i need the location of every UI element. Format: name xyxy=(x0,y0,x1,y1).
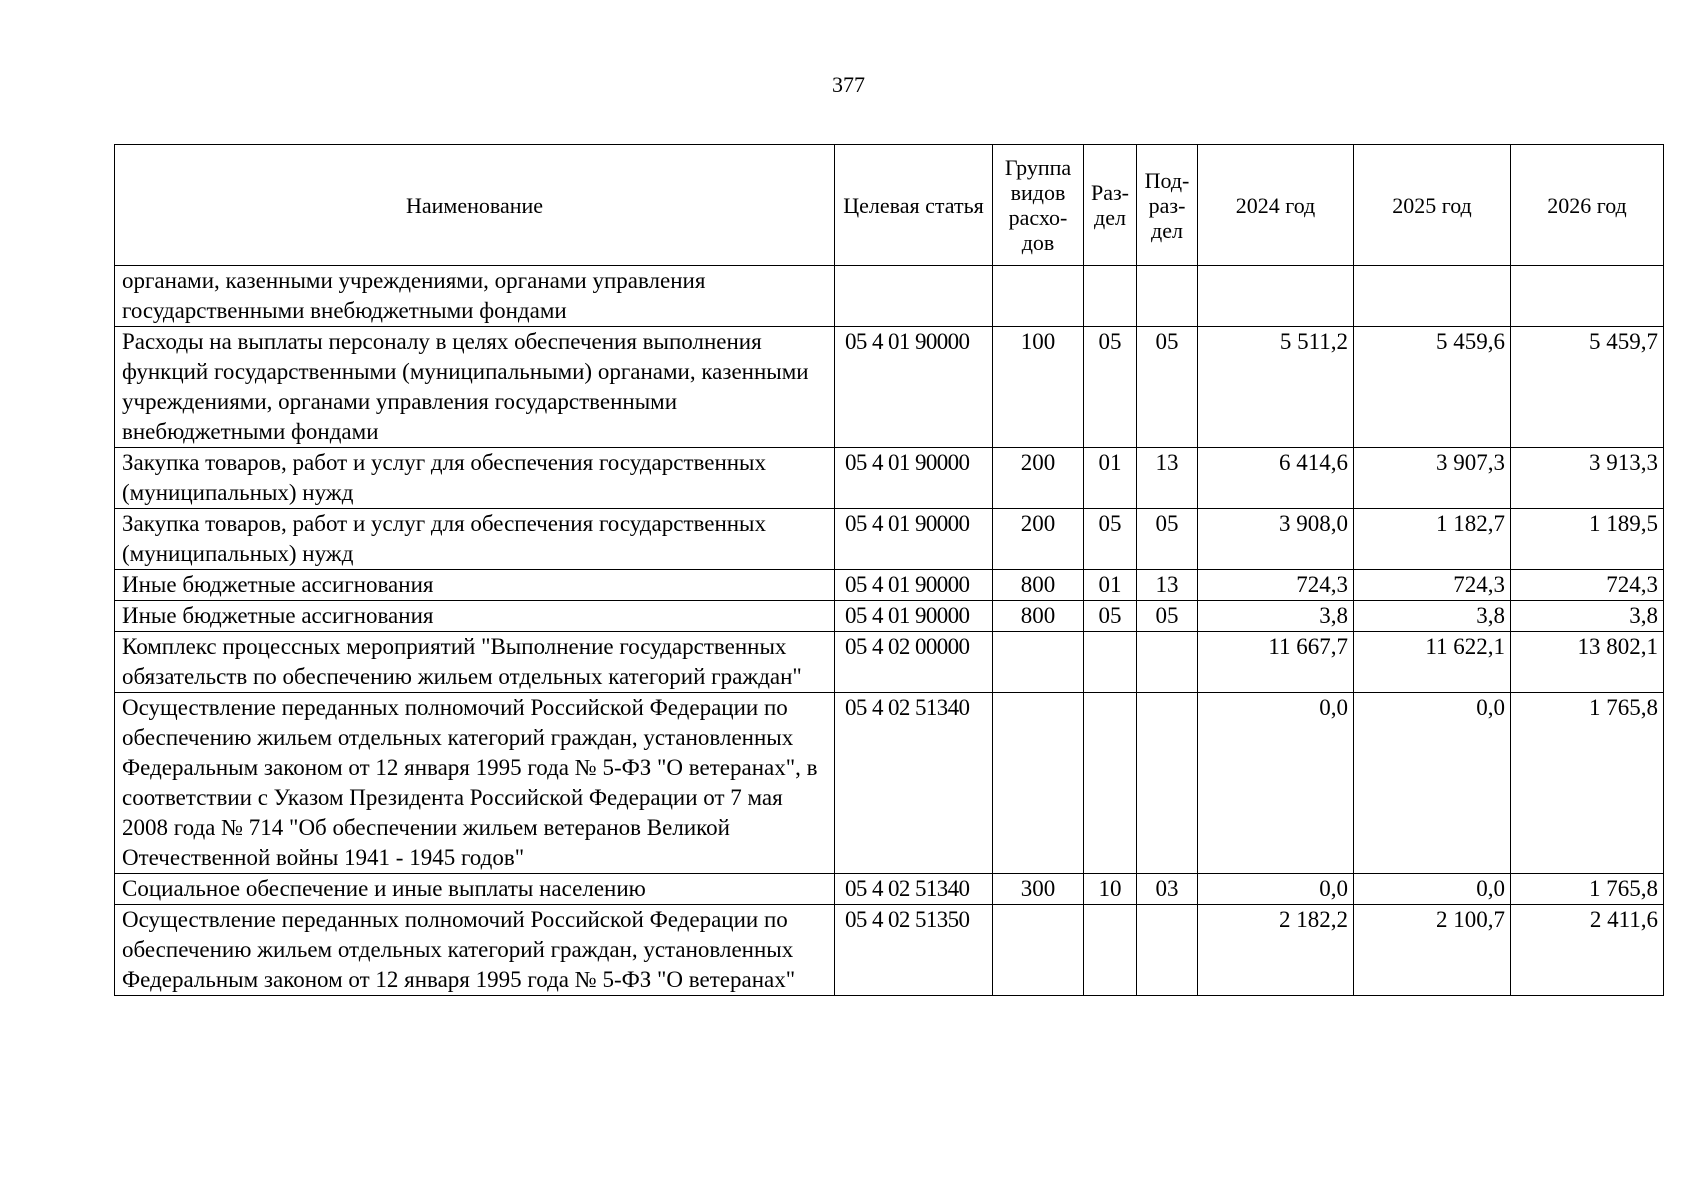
row-name: Иные бюджетные ассигнования xyxy=(115,570,835,601)
row-name: Комплекс процессных мероприятий "Выполнение государственных обязательств по обеспечению жильем отдельных категорий граждан" xyxy=(115,632,835,693)
row-subsection: 13 xyxy=(1137,570,1198,601)
row-2025: 3 907,3 xyxy=(1354,448,1511,509)
row-2025: 0,0 xyxy=(1354,874,1511,905)
table-row xyxy=(115,448,1664,509)
row-name: Закупка товаров, работ и услуг для обеспечения государственных (муниципальных) нужд xyxy=(115,509,835,570)
row-group xyxy=(993,905,1084,996)
row-2024 xyxy=(1198,266,1354,327)
row-2024: 0,0 xyxy=(1198,693,1354,874)
row-2024: 5 511,2 xyxy=(1198,327,1354,448)
row-name: органами, казенными учреждениями, органами управления государственными внебюджетными фондами xyxy=(115,266,835,327)
row-group: 800 xyxy=(993,601,1084,632)
row-2026 xyxy=(1511,266,1664,327)
row-subsection: 05 xyxy=(1137,509,1198,570)
row-subsection xyxy=(1137,905,1198,996)
table-row xyxy=(115,601,1664,632)
table-row xyxy=(115,693,1664,874)
row-target: 05 4 02 51340 xyxy=(835,874,993,905)
row-name: Социальное обеспечение и иные выплаты населению xyxy=(115,874,835,905)
row-2026: 3,8 xyxy=(1511,601,1664,632)
row-section: 05 xyxy=(1084,327,1137,448)
row-section: 05 xyxy=(1084,509,1137,570)
row-2025: 5 459,6 xyxy=(1354,327,1511,448)
row-subsection: 05 xyxy=(1137,601,1198,632)
row-name: Осуществление переданных полномочий Российской Федерации по обеспечению жильем отдельных категорий граждан, установленных Федеральным законом от 12 января 1995 года № 5-ФЗ "О ветеранах", в соответствии с Указом Президента Российской Федерации от 7 мая 2008 года № 714 "Об обеспечении жильем ветеранов Великой Отечественной войны 1941 - 1945 годов" xyxy=(115,693,835,874)
row-section: 05 xyxy=(1084,601,1137,632)
row-section xyxy=(1084,632,1137,693)
row-section: 10 xyxy=(1084,874,1137,905)
row-subsection: 03 xyxy=(1137,874,1198,905)
row-group: 800 xyxy=(993,570,1084,601)
row-target xyxy=(835,266,993,327)
row-2024: 3,8 xyxy=(1198,601,1354,632)
row-group: 200 xyxy=(993,509,1084,570)
row-2026: 1 765,8 xyxy=(1511,874,1664,905)
row-subsection xyxy=(1137,632,1198,693)
table-row xyxy=(115,509,1664,570)
row-group xyxy=(993,693,1084,874)
row-section: 01 xyxy=(1084,570,1137,601)
row-group: 300 xyxy=(993,874,1084,905)
header-subsection: Под-раз-дел xyxy=(1137,145,1198,266)
row-name: Расходы на выплаты персоналу в целях обеспечения выполнения функций государственными (муниципальными) органами, казенными учреждениями, органами управления государственными внебюджетными фондами xyxy=(115,327,835,448)
table-header-row xyxy=(115,145,1664,266)
row-2026: 1 765,8 xyxy=(1511,693,1664,874)
header-section: Раз-дел xyxy=(1084,145,1137,266)
row-2026: 724,3 xyxy=(1511,570,1664,601)
table-row xyxy=(115,632,1664,693)
row-target: 05 4 01 90000 xyxy=(835,570,993,601)
header-2025: 2025 год xyxy=(1354,145,1511,266)
row-2024: 11 667,7 xyxy=(1198,632,1354,693)
table-row xyxy=(115,874,1664,905)
header-target: Целевая статья xyxy=(835,145,993,266)
row-2026: 3 913,3 xyxy=(1511,448,1664,509)
header-name: Наименование xyxy=(115,145,835,266)
row-group: 100 xyxy=(993,327,1084,448)
row-2024: 6 414,6 xyxy=(1198,448,1354,509)
row-2025: 724,3 xyxy=(1354,570,1511,601)
row-2026: 13 802,1 xyxy=(1511,632,1664,693)
row-target: 05 4 01 90000 xyxy=(835,327,993,448)
row-subsection xyxy=(1137,693,1198,874)
header-2026: 2026 год xyxy=(1511,145,1664,266)
row-name: Закупка товаров, работ и услуг для обеспечения государственных (муниципальных) нужд xyxy=(115,448,835,509)
row-group xyxy=(993,266,1084,327)
row-target: 05 4 02 51340 xyxy=(835,693,993,874)
table-row xyxy=(115,570,1664,601)
row-target: 05 4 01 90000 xyxy=(835,509,993,570)
row-group: 200 xyxy=(993,448,1084,509)
header-2024: 2024 год xyxy=(1198,145,1354,266)
row-2025: 3,8 xyxy=(1354,601,1511,632)
page-number: 377 xyxy=(832,72,865,97)
row-target: 05 4 01 90000 xyxy=(835,448,993,509)
row-subsection: 05 xyxy=(1137,327,1198,448)
row-target: 05 4 02 51350 xyxy=(835,905,993,996)
table-row xyxy=(115,327,1664,448)
row-section xyxy=(1084,266,1137,327)
row-target: 05 4 01 90000 xyxy=(835,601,993,632)
row-2024: 724,3 xyxy=(1198,570,1354,601)
row-name: Иные бюджетные ассигнования xyxy=(115,601,835,632)
row-section xyxy=(1084,693,1137,874)
row-2026: 2 411,6 xyxy=(1511,905,1664,996)
row-2026: 1 189,5 xyxy=(1511,509,1664,570)
row-2025: 11 622,1 xyxy=(1354,632,1511,693)
row-group xyxy=(993,632,1084,693)
table-row xyxy=(115,905,1664,996)
row-2025: 0,0 xyxy=(1354,693,1511,874)
row-2024: 2 182,2 xyxy=(1198,905,1354,996)
row-2024: 3 908,0 xyxy=(1198,509,1354,570)
row-section: 01 xyxy=(1084,448,1137,509)
row-2025: 1 182,7 xyxy=(1354,509,1511,570)
row-subsection xyxy=(1137,266,1198,327)
row-section xyxy=(1084,905,1137,996)
row-2026: 5 459,7 xyxy=(1511,327,1664,448)
row-2025: 2 100,7 xyxy=(1354,905,1511,996)
row-name: Осуществление переданных полномочий Российской Федерации по обеспечению жильем отдельных категорий граждан, установленных Федеральным законом от 12 января 1995 года № 5-ФЗ "О ветеранах" xyxy=(115,905,835,996)
budget-table xyxy=(114,144,1664,996)
table-row xyxy=(115,266,1664,327)
row-2025 xyxy=(1354,266,1511,327)
row-2024: 0,0 xyxy=(1198,874,1354,905)
header-group: Группа видов расхо-дов xyxy=(993,145,1084,266)
row-subsection: 13 xyxy=(1137,448,1198,509)
row-target: 05 4 02 00000 xyxy=(835,632,993,693)
